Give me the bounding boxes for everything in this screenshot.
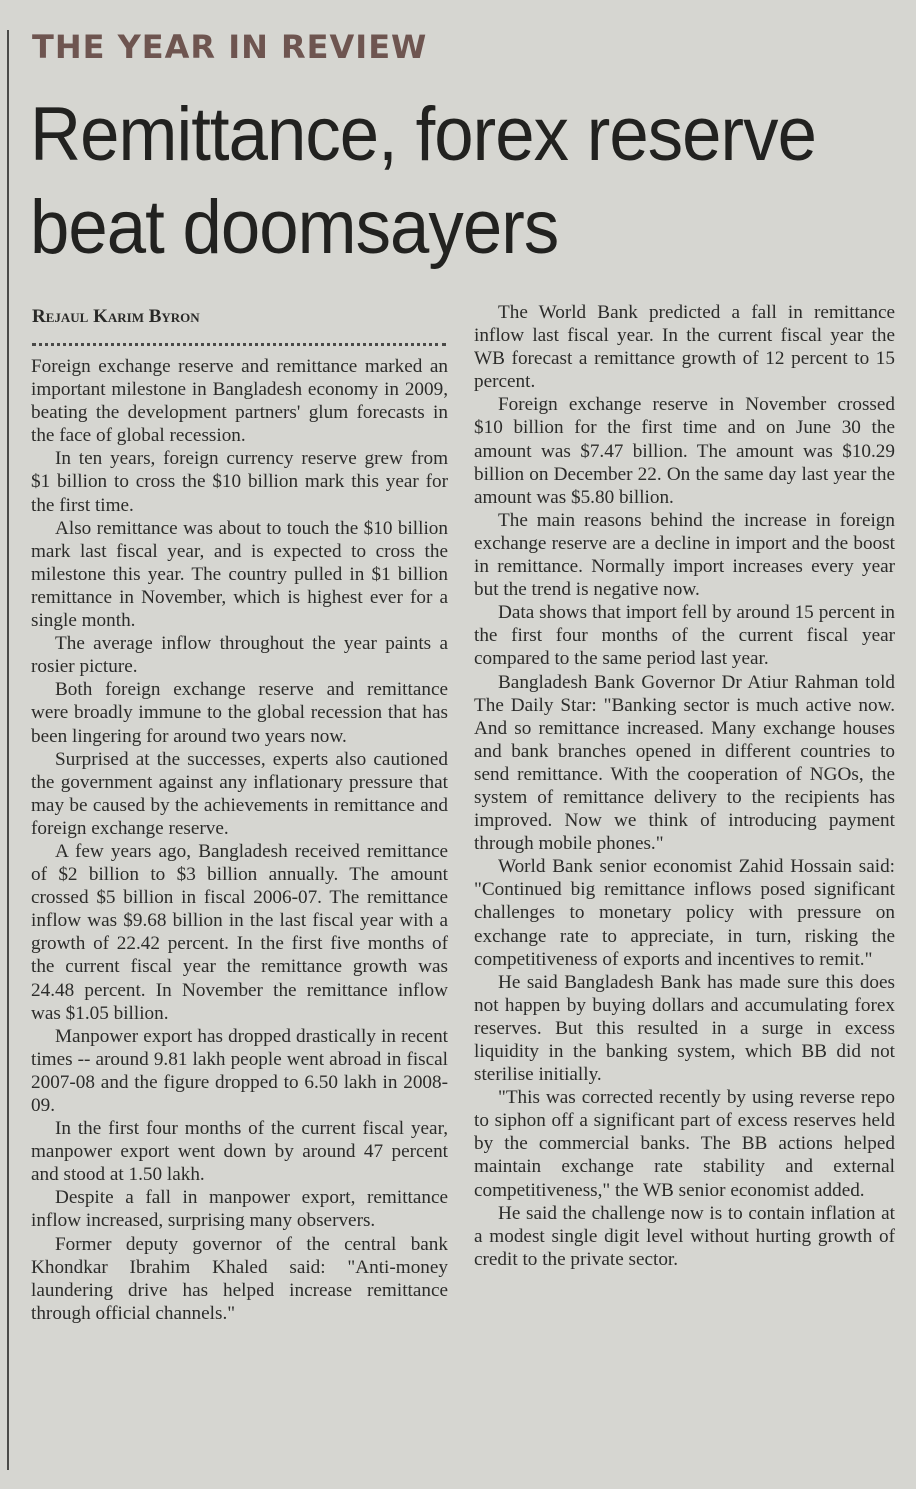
byline-divider (32, 343, 446, 346)
paragraph: Bangladesh Bank Governor Dr Atiur Rahman told The Daily Star: "Banking sector is much active now. And so remittance increased. Many exchange houses and bank branches opened in different countries to send remittance. With the cooperation of NGOs, the system of remittance delivery to the recipients has improved. Now we think of introducing payment through mobile phones." (474, 671, 895, 855)
paragraph: World Bank senior economist Zahid Hossain said: "Continued big remittance inflows posed significant challenges to monetary policy with pressure on exchange rate to appreciate, in turn, risking the competitiveness of exports and incentives to remit." (474, 856, 895, 970)
paragraph: The World Bank predicted a fall in remittance inflow last fiscal year. In the current fiscal year the WB forecast a remittance growth of 12 percent to 15 percent. (474, 302, 895, 393)
paragraph: The main reasons behind the increase in foreign exchange reserve are a decline in import and the boost in remittance. Normally import increases every year but the trend is negative now. (474, 509, 895, 601)
paragraph: "This was corrected recently by using reverse repo to siphon off a significant part of excess reserves held by the commercial banks. The BB actions helped maintain exchange rate stability and external competitiveness," the WB senior economist added. (474, 1087, 895, 1201)
paragraph: In the first four months of the current fiscal year, manpower export went down by around 47 percent and stood at 1.50 lakh. (31, 1118, 448, 1186)
paragraph: In ten years, foreign currency reserve grew from $1 billion to cross the $10 billion mark this year for the first time. (31, 448, 448, 516)
headline-line-2: beat doomsayers (30, 185, 559, 270)
paragraph: Former deputy governor of the central bank Khondkar Ibrahim Khaled said: "Anti-money laundering drive has helped increase remittance through official channels." (31, 1233, 448, 1324)
paragraph: He said the challenge now is to contain inflation at a modest single digit level without hurting growth of credit to the private sector. (474, 1202, 895, 1270)
paragraph: Also remittance was about to touch the $10 billion mark last fiscal year, and is expected to cross the milestone this year. The country pulled in $1 billion remittance in November, which is highest ever for a single month. (31, 517, 448, 632)
section-kicker: THE YEAR IN REVIEW (32, 28, 428, 66)
paragraph: Surprised at the successes, experts also cautioned the government against any inflationary pressure that may be caused by the achievements in remittance and foreign exchange reserve. (31, 748, 448, 839)
paragraph: A few years ago, Bangladesh received remittance of $2 billion to $3 billion annually. The amount crossed $5 billion in fiscal 2006-07. The remittance inflow was $9.68 billion in the last fiscal year with a growth of 22.42 percent. In the first five months of the current fiscal year the remittance growth was 24.48 percent. In November the remittance inflow was $1.05 billion. (31, 840, 448, 1024)
headline (30, 88, 848, 274)
byline: Rejaul Karim Byron (32, 306, 200, 327)
paragraph: Both foreign exchange reserve and remittance were broadly immune to the global recession that has been lingering for around two years now. (31, 679, 448, 747)
paragraph: Data shows that import fell by around 15 percent in the first four months of the current fiscal year compared to the same period last year. (474, 602, 895, 670)
paragraph: He said Bangladesh Bank has made sure this does not happen by buying dollars and accumulating forex reserves. But this resulted in a surge in excess liquidity in the banking system, which BB did not sterilise initially. (474, 971, 895, 1086)
paragraph: Foreign exchange reserve in November crossed $10 billion for the first time and on June 30 the amount was $7.47 billion. The amount was $10.29 billion on December 22. On the same day last year the amount was $5.80 billion. (474, 394, 895, 508)
article-column-right (474, 301, 895, 1271)
column-rule (7, 30, 9, 1470)
paragraph: The average inflow throughout the year paints a rosier picture. (31, 633, 448, 678)
headline-line-1: Remittance, forex reserve (30, 92, 816, 177)
paragraph: Despite a fall in manpower export, remittance inflow increased, surprising many observers. (31, 1187, 448, 1232)
paragraph: Foreign exchange reserve and remittance marked an important milestone in Bangladesh economy in 2009, beating the development partners' glum forecasts in the face of global recession. (31, 356, 448, 447)
paragraph: Manpower export has dropped drastically in recent times -- around 9.81 lakh people went abroad in fiscal 2007-08 and the figure dropped to 6.50 lakh in 2008-09. (31, 1025, 448, 1116)
article-column-left (31, 355, 448, 1325)
